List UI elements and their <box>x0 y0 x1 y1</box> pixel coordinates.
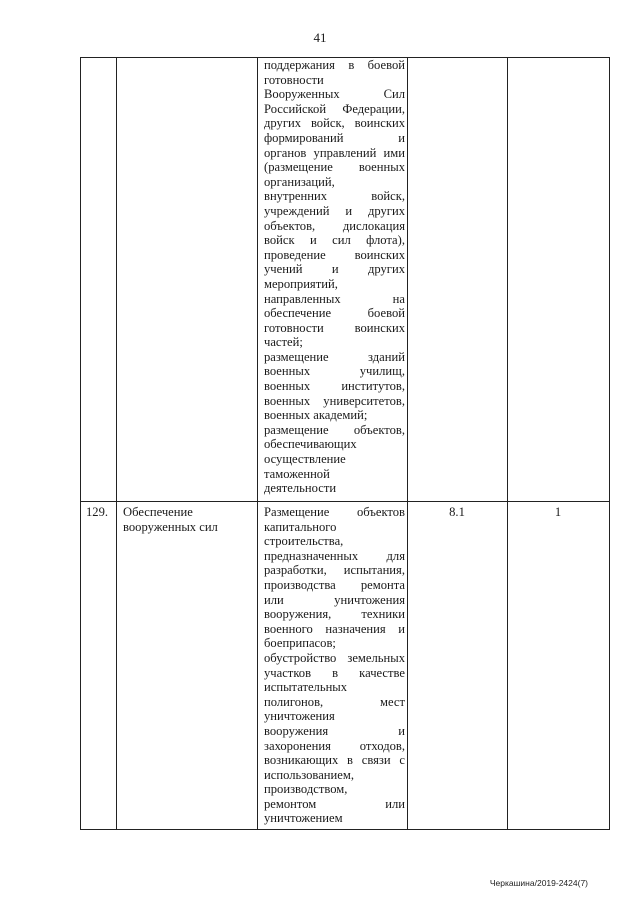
description-line: органов управлений ими <box>264 145 405 160</box>
description-line: поддержания в боевой <box>264 58 405 72</box>
description-line: других войск, воинских <box>264 116 405 131</box>
description-line: войск и сил флота), <box>264 233 405 248</box>
description-line: формирований и <box>264 130 405 145</box>
description-line: мероприятий, <box>264 276 338 291</box>
row-name-cell <box>123 505 218 534</box>
description-line: учений и других <box>264 262 405 277</box>
description-line: частей; <box>264 335 303 350</box>
description-line: военных университетов, <box>264 393 405 408</box>
value-cell: 1 <box>554 505 562 519</box>
description-line: испытательных <box>264 680 348 695</box>
row-name-line: Обеспечение <box>123 505 193 519</box>
description-line: использованием, <box>264 767 354 782</box>
description-line: военных институтов, <box>264 379 405 394</box>
description-line: проведение воинских <box>264 247 405 262</box>
description-line: осуществление <box>264 452 346 467</box>
description-line: размещение объектов, <box>264 422 405 437</box>
description-line: производством, <box>264 782 348 797</box>
description-line: капитального <box>264 519 337 534</box>
column-divider <box>507 57 508 830</box>
description-line: военных училищ, <box>264 364 405 379</box>
description-line: учреждений и других <box>264 203 405 218</box>
description-line: (размещение военных <box>264 160 405 175</box>
description-line: участков в качестве <box>264 665 405 680</box>
description-line: Вооруженных Сил <box>264 87 405 102</box>
description-line: Российской Федерации, <box>264 101 405 116</box>
continued-description-cell <box>264 58 405 496</box>
description-line: ремонтом или <box>264 796 405 811</box>
description-line: готовности воинских <box>264 320 405 335</box>
description-line: обустройство земельных <box>264 650 405 665</box>
description-line: военного назначения и <box>264 621 405 636</box>
description-line: направленных на <box>264 291 405 306</box>
description-line: или уничтожения <box>264 592 405 607</box>
description-line: производства ремонта <box>264 577 405 592</box>
table-border-left <box>80 57 81 830</box>
description-line: Размещение объектов <box>264 505 405 519</box>
page-number: 41 <box>313 30 327 45</box>
description-line: внутренних войск, <box>264 189 405 204</box>
description-line: боеприпасов; <box>264 636 336 651</box>
table-border-bottom <box>80 829 610 830</box>
row-number: 129. <box>86 505 109 519</box>
description-line: возникающих в связи с <box>264 753 405 768</box>
description-line: готовности <box>264 72 324 87</box>
document-footer: Черкашина/2019-2424(7) <box>489 878 588 888</box>
description-line: таможенной <box>264 466 330 481</box>
description-line: вооружения, техники <box>264 607 405 622</box>
description-line: обеспечение боевой <box>264 306 405 321</box>
description-line: строительства, <box>264 534 344 549</box>
description-line: вооружения и <box>264 723 405 738</box>
table-border-right <box>609 57 610 830</box>
code-cell: 8.1 <box>449 505 465 519</box>
column-divider <box>407 57 408 830</box>
description-line: разработки, испытания, <box>264 563 405 578</box>
description-line: организаций, <box>264 174 335 189</box>
description-line: уничтожения <box>264 709 335 724</box>
description-line: уничтожением <box>264 811 343 826</box>
description-line: размещение зданий <box>264 349 405 364</box>
description-line: предназначенных для <box>264 548 405 563</box>
description-line: обеспечивающих <box>264 437 357 452</box>
column-divider <box>257 57 258 830</box>
description-line: полигонов, мест <box>264 694 405 709</box>
column-divider <box>116 57 117 830</box>
description-line: захоронения отходов, <box>264 738 405 753</box>
description-line: деятельности <box>264 481 337 496</box>
row-name-line: вооруженных сил <box>123 519 218 534</box>
land-use-table <box>80 57 610 830</box>
description-line: объектов, дислокация <box>264 218 405 233</box>
row-divider <box>80 501 610 502</box>
description-line: военных академий; <box>264 408 368 423</box>
row-129-description-cell <box>264 505 405 826</box>
